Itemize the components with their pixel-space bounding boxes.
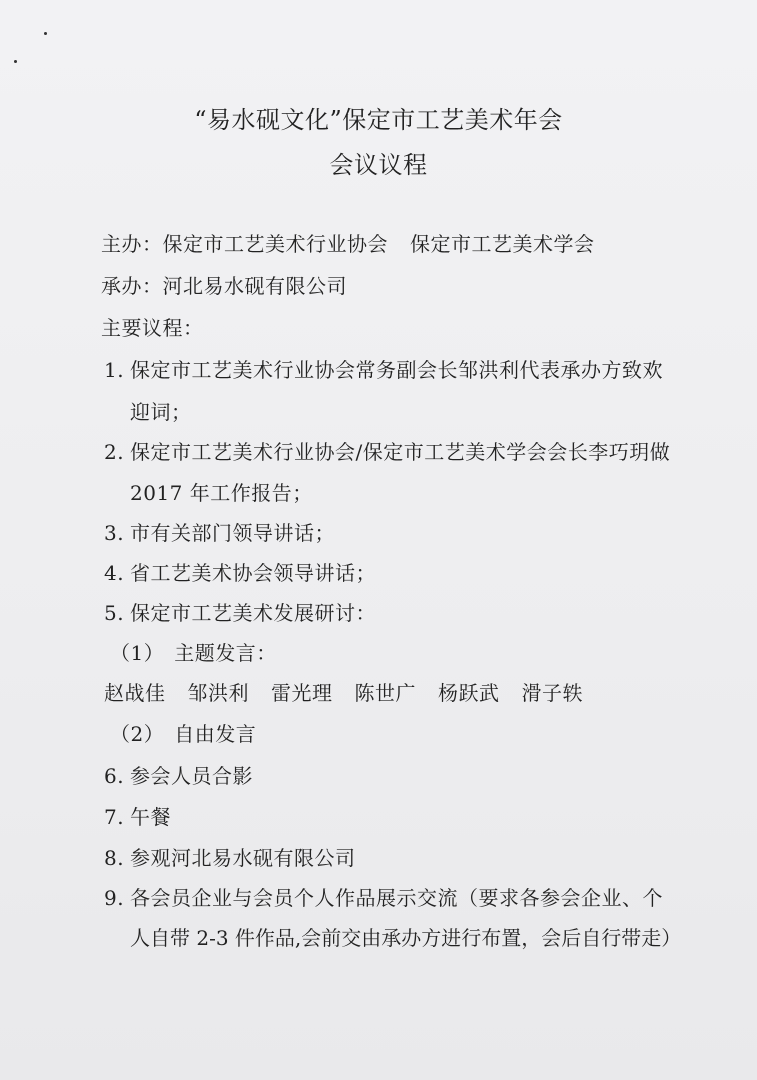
agenda-item-text: 各会员企业与会员个人作品展示交流（要求各参会企业、个 <box>130 886 663 910</box>
host-line <box>101 228 595 257</box>
speaker-name: 邹洪利 <box>187 681 249 705</box>
host-org-1: 保定市工艺美术行业协会 <box>162 232 388 256</box>
sub-item-2 <box>110 718 256 747</box>
paper-speck <box>44 32 47 35</box>
agenda-item-9-cont: 人自带 2-3 件作品,会前交由承办方进行布置，会后自行带走） <box>130 926 682 950</box>
organizer-label: 承办： <box>101 274 163 298</box>
agenda-item-number: 7. <box>104 805 125 829</box>
agenda-item-text: 参观河北易水砚有限公司 <box>130 846 356 870</box>
agenda-item-text: 参会人员合影 <box>130 764 253 788</box>
agenda-item-text: 省工艺美术协会领导讲话； <box>130 561 376 585</box>
agenda-item-1 <box>104 354 663 383</box>
agenda-item-text: 市有关部门领导讲话； <box>130 521 335 545</box>
host-label: 主办： <box>101 232 163 256</box>
sub-item-1 <box>110 637 277 666</box>
speaker-list <box>104 677 583 706</box>
speaker-name: 杨跃武 <box>438 681 500 705</box>
agenda-item-number: 6. <box>104 764 125 788</box>
agenda-item-text: 保定市工艺美术行业协会/保定市工艺美术学会会长李巧玥做 <box>130 440 671 464</box>
agenda-item-number: 1. <box>104 358 125 382</box>
agenda-item-text: 午餐 <box>130 805 171 829</box>
agenda-item-number: 9. <box>104 886 125 910</box>
sub-item-text: 主题发言： <box>174 641 277 665</box>
agenda-item-2-cont: 2017 年工作报告； <box>130 481 313 505</box>
agenda-item-9 <box>104 882 663 911</box>
agenda-item-3 <box>104 517 335 546</box>
speaker-name: 赵战佳 <box>104 681 166 705</box>
speaker-name: 雷光理 <box>271 681 333 705</box>
agenda-item-6 <box>104 760 253 789</box>
agenda-item-text: 保定市工艺美术发展研讨： <box>130 601 376 625</box>
speaker-name: 滑子轶 <box>521 681 583 705</box>
document-title-line1: “易水砚文化”保定市工艺美术年会 <box>194 106 563 134</box>
agenda-item-number: 4. <box>104 561 125 585</box>
agenda-item-7 <box>104 801 171 830</box>
agenda-item-1-cont: 迎词； <box>130 400 192 424</box>
agenda-item-text: 保定市工艺美术行业协会常务副会长邹洪利代表承办方致欢 <box>130 358 663 382</box>
sub-item-text: 自由发言 <box>174 722 257 746</box>
agenda-item-2 <box>104 436 670 465</box>
agenda-item-number: 5. <box>104 601 125 625</box>
agenda-item-number: 2. <box>104 440 125 464</box>
organizer-line <box>101 270 347 299</box>
host-org-2: 保定市工艺美术学会 <box>410 232 595 256</box>
sub-item-number: （2） <box>110 722 165 746</box>
agenda-item-4 <box>104 557 376 586</box>
agenda-item-number: 3. <box>104 521 125 545</box>
agenda-item-number: 8. <box>104 846 125 870</box>
organizer-org: 河北易水砚有限公司 <box>162 274 347 298</box>
agenda-label: 主要议程： <box>101 316 204 340</box>
speaker-name: 陈世广 <box>354 681 416 705</box>
sub-item-number: （1） <box>110 641 165 665</box>
agenda-item-5 <box>104 597 376 626</box>
agenda-item-8 <box>104 842 356 871</box>
document-title-line2: 会议议程 <box>329 151 428 179</box>
paper-speck <box>14 60 17 63</box>
